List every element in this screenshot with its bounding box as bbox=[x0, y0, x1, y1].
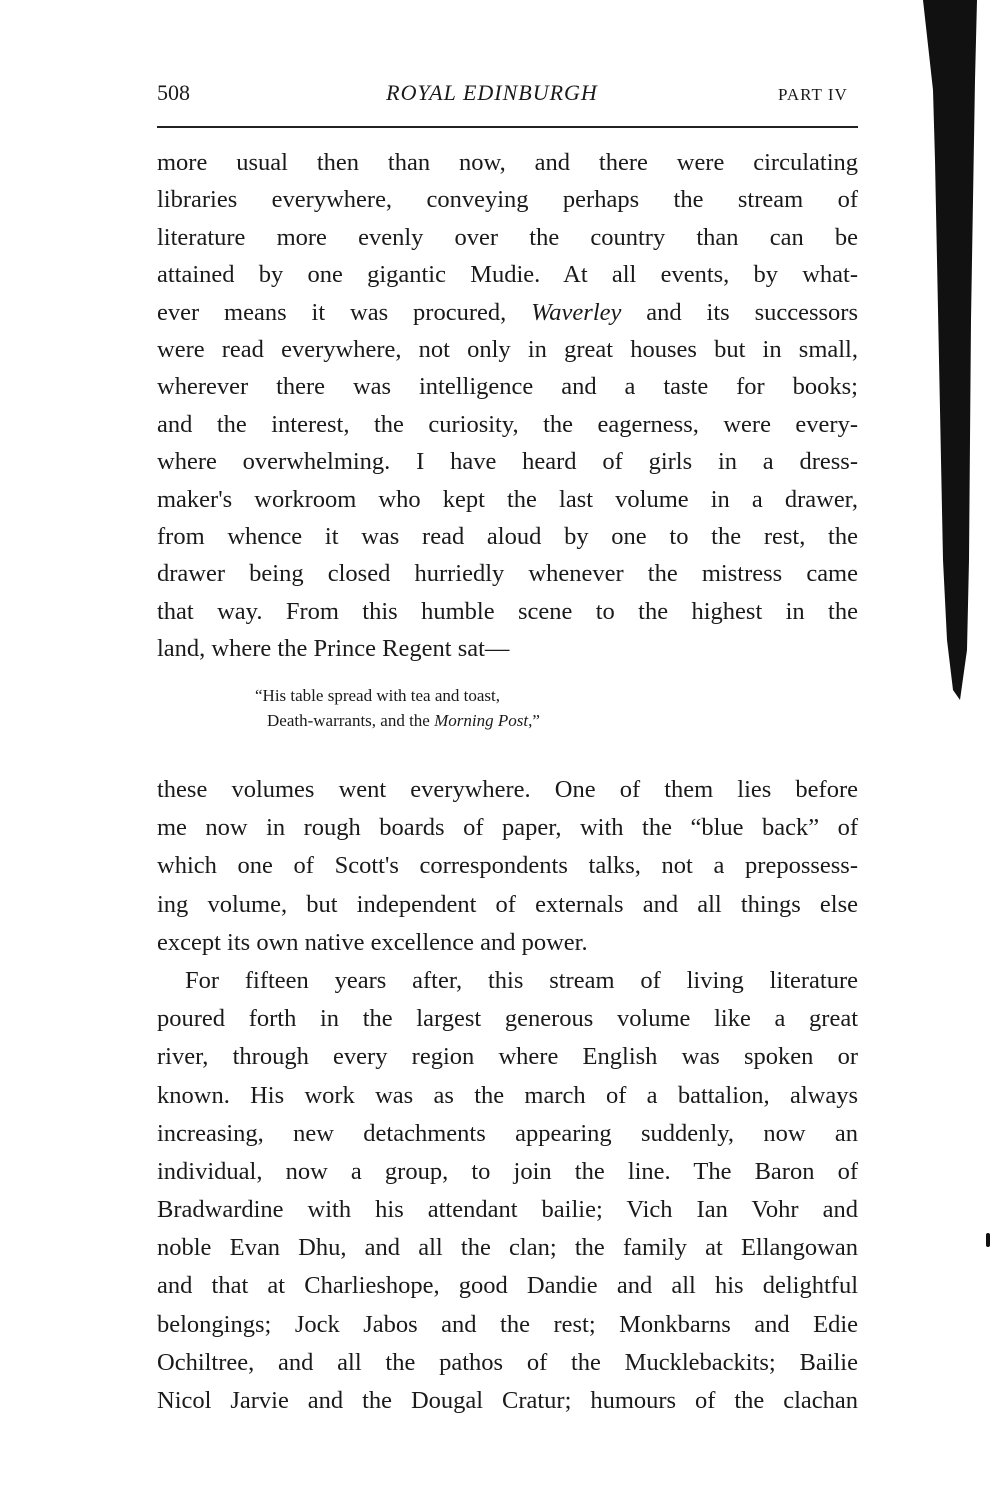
text-line: more usual then than now, and there were circulating bbox=[157, 149, 858, 176]
text-line: noble Evan Dhu, and all the clan; the family at Ellangowan bbox=[157, 1234, 858, 1262]
running-title: ROYAL EDINBURGH bbox=[386, 80, 598, 105]
text-line: and that at Charlieshope, good Dandie and all his delightful bbox=[157, 1272, 858, 1300]
text-line: Ochiltree, and all the pathos of the Mucklebackits; Bailie bbox=[157, 1348, 858, 1376]
paragraph-2 bbox=[157, 771, 858, 1420]
text-line: except its own native excellence and power. bbox=[157, 928, 588, 956]
text-run: and its successors bbox=[621, 298, 858, 326]
text-line: libraries everywhere, conveying perhaps the stream of bbox=[157, 186, 858, 214]
text-line: me now in rough boards of paper, with the “blue back” of bbox=[157, 814, 858, 842]
text-line: Nicol Jarvie and the Dougal Cratur; humours of the clachan bbox=[157, 1387, 858, 1414]
text-line: Bradwardine with his attendant bailie; Vich Ian Vohr and bbox=[157, 1196, 858, 1224]
text-line: were read everywhere, not only in great houses but in small, bbox=[157, 335, 858, 363]
scan-speck bbox=[986, 1233, 990, 1247]
newspaper-title: Morning Post bbox=[434, 711, 529, 730]
text-line: wherever there was intelligence and a taste for books; bbox=[157, 373, 858, 401]
text-line: that way. From this humble scene to the highest in the bbox=[157, 597, 858, 625]
book-title-waverley: Waverley bbox=[531, 298, 622, 326]
text-run: Death-warrants, and the bbox=[267, 711, 435, 730]
text-line: For fifteen years after, this stream of living literature bbox=[185, 966, 858, 994]
text-line bbox=[157, 294, 858, 331]
text-line: belongings; Jock Jabos and the rest; Monkbarns and Edie bbox=[157, 1310, 858, 1338]
header-rule bbox=[157, 126, 858, 128]
text-line: maker's workroom who kept the last volume in a drawer, bbox=[157, 485, 858, 513]
text-line: these volumes went everywhere. One of them lies before bbox=[157, 776, 858, 803]
text-line: increasing, new detachments appearing suddenly, now an bbox=[157, 1119, 858, 1147]
text-line: land, where the Prince Regent sat— bbox=[157, 635, 510, 663]
scan-binding-shadow bbox=[915, 0, 985, 720]
text-line: from whence it was read aloud by one to the rest, the bbox=[157, 522, 858, 550]
text-line: attained by one gigantic Mudie. At all events, by what- bbox=[157, 261, 858, 289]
text-line: literature more evenly over the country than can be bbox=[157, 223, 858, 251]
page-number: 508 bbox=[157, 80, 190, 105]
quote-line: “His table spread with tea and toast, bbox=[255, 686, 501, 705]
text-run: ,” bbox=[528, 711, 540, 730]
text-line: where overwhelming. I have heard of girls in a dress- bbox=[157, 448, 858, 476]
paragraph-1 bbox=[157, 144, 858, 667]
text-line: individual, now a group, to join the line. The Baron of bbox=[157, 1157, 858, 1185]
text-line: known. His work was as the march of a battalion, always bbox=[157, 1081, 858, 1109]
quote-line bbox=[255, 708, 540, 733]
text-line: ing volume, but independent of externals and all things else bbox=[157, 890, 858, 918]
text-run: ever means it was procured, bbox=[157, 298, 532, 326]
text-line: and the interest, the curiosity, the eagerness, were every- bbox=[157, 410, 858, 438]
part-label: PART IV bbox=[778, 85, 848, 104]
text-line: river, through every region where English was spoken or bbox=[157, 1043, 858, 1071]
text-line: drawer being closed hurriedly whenever the mistress came bbox=[157, 560, 858, 588]
verse-quote bbox=[255, 683, 540, 733]
text-line: poured forth in the largest generous volume like a great bbox=[157, 1005, 858, 1033]
text-line: which one of Scott's correspondents talks, not a prepossess- bbox=[157, 852, 858, 880]
